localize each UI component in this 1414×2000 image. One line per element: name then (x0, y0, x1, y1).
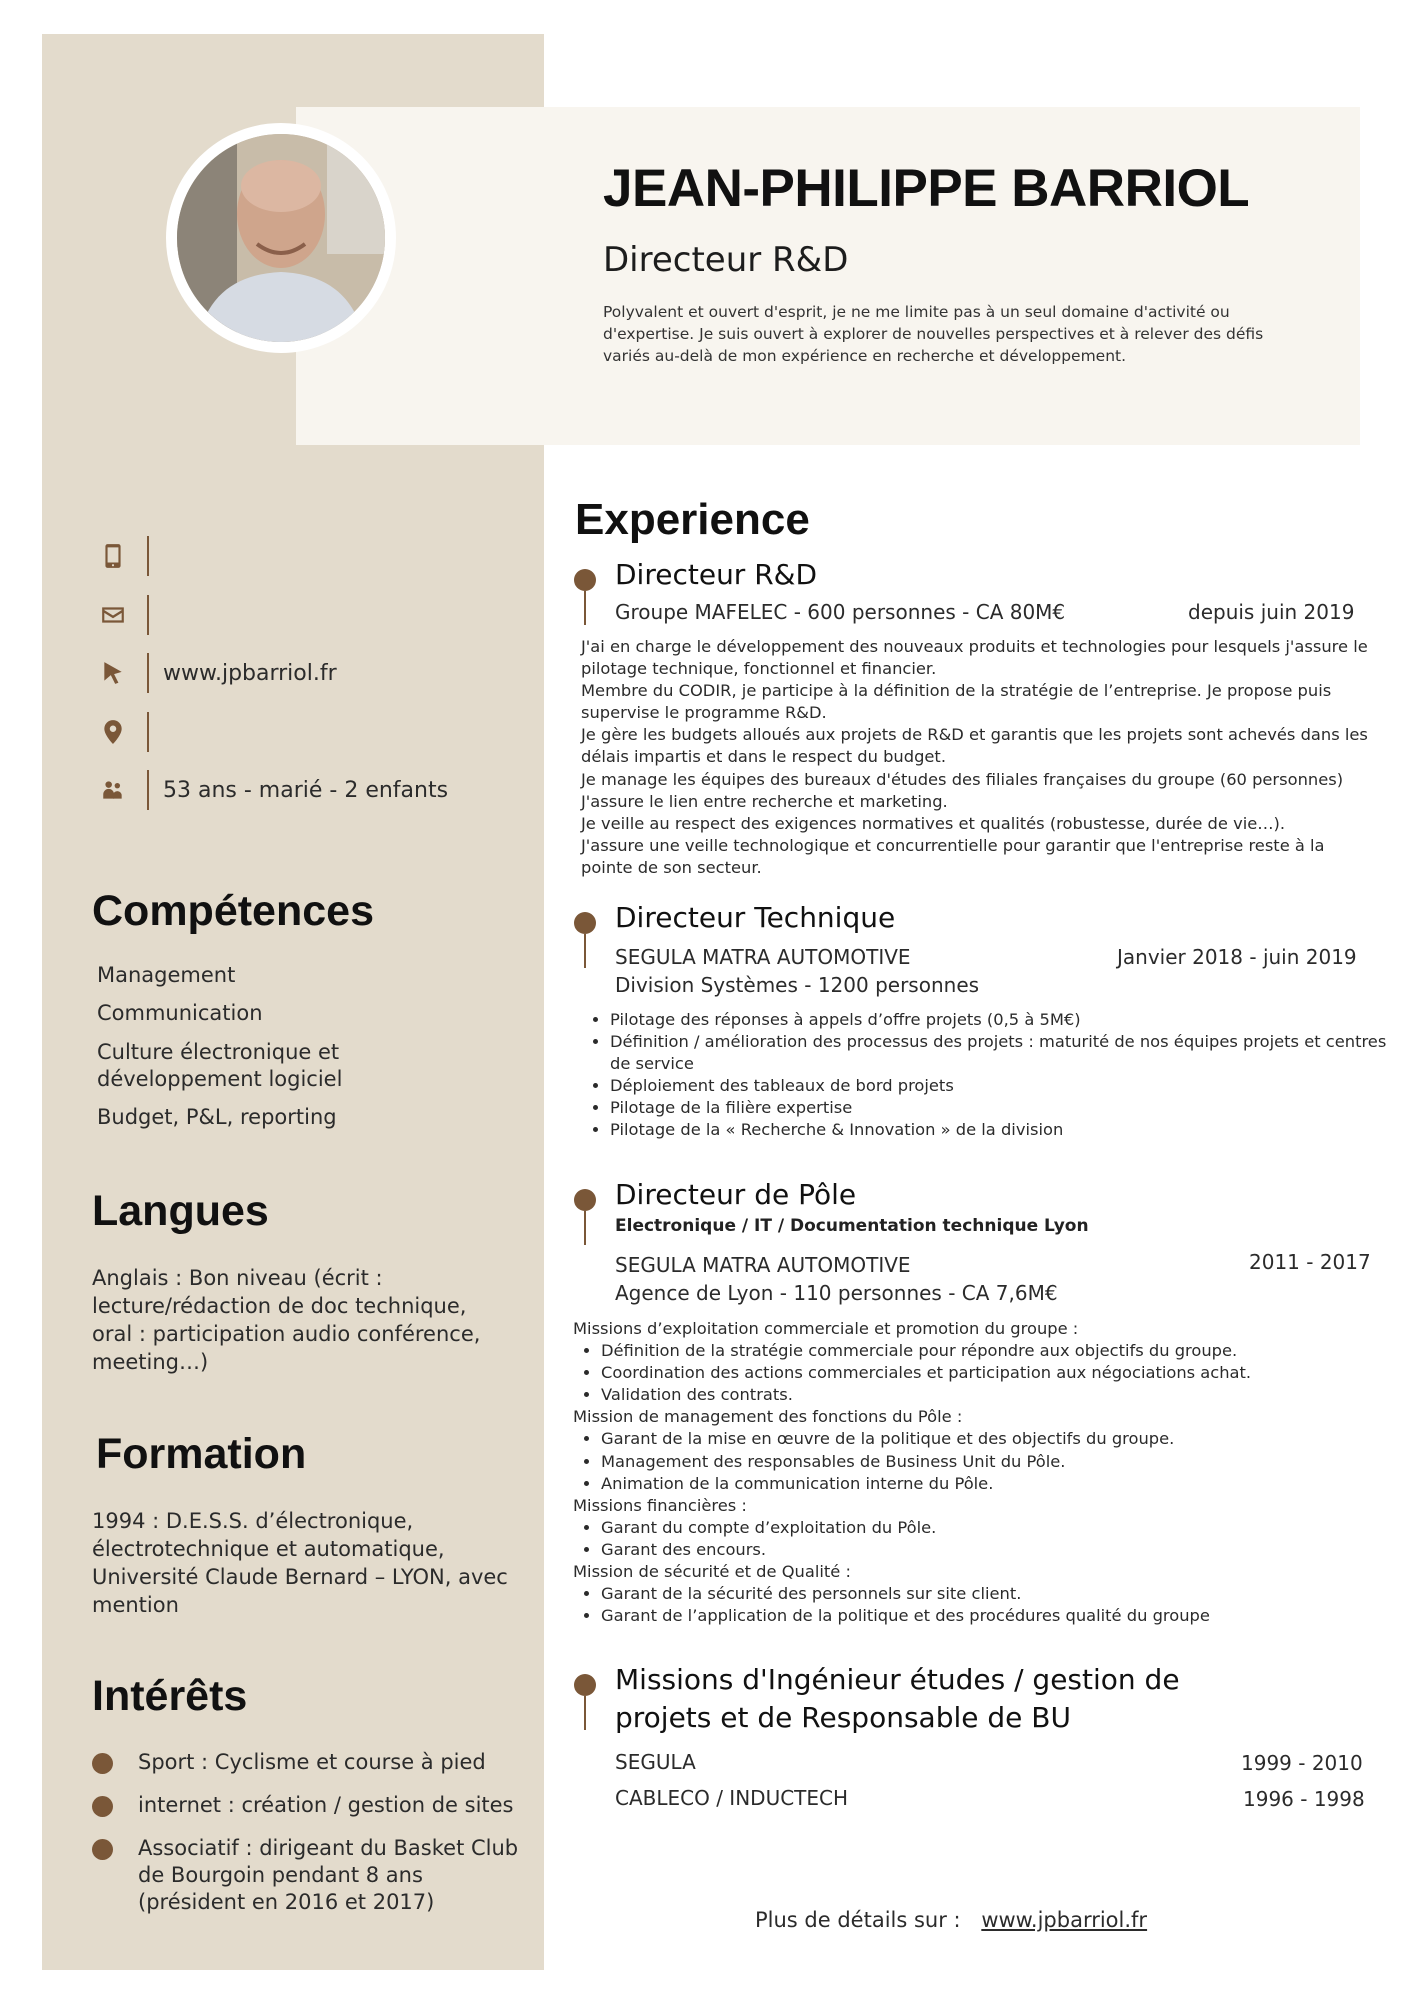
job-description-line: Je manage les équipes des bureaux d'études des filiales françaises du groupe (60 personnes) (581, 769, 1344, 789)
job-company: CABLECO / INDUCTECH (615, 1786, 849, 1810)
list-item: • Déploiement des tableaux de bord projets (610, 1075, 1400, 1097)
timeline-marker (574, 1189, 596, 1245)
languages-heading: Langues (92, 1187, 269, 1235)
contact-family (96, 769, 448, 811)
mail-icon (96, 598, 130, 632)
job-missions (573, 1318, 1363, 1627)
job-dates: Janvier 2018 - juin 2019 (1117, 945, 1357, 969)
job-description-line: J'assure le lien entre recherche et marketing. (581, 791, 948, 811)
list-item: • Pilotage des réponses à appels d’offre projets (0,5 à 5M€) (610, 1009, 1400, 1031)
bullet-dot (92, 1753, 113, 1774)
list-item: • Définition / amélioration des processus des projets : maturité de nos équipes projets et centres de service (610, 1031, 1400, 1075)
mission-label: Missions d’exploitation commerciale et promotion du groupe : (573, 1319, 1079, 1338)
list-item: • Validation des contrats. (601, 1384, 1363, 1406)
list-item: • Définition de la stratégie commerciale pour répondre aux objectifs du groupe. (601, 1340, 1363, 1362)
list-item: • Garant de la mise en œuvre de la politique et des objectifs du groupe. (601, 1428, 1363, 1450)
skills-heading: Compétences (92, 887, 374, 935)
experience-heading: Experience (575, 495, 810, 544)
candidate-title: Directeur R&D (603, 240, 849, 280)
timeline-marker (574, 569, 596, 625)
job-dates: 2011 - 2017 (1249, 1250, 1371, 1274)
job-description-line: J'ai en charge le développement des nouveaux produits et technologies pour lesquels j'assure le pilotage technique, fonctionnel et financier. (581, 637, 1368, 679)
bullet-dot (92, 1796, 113, 1817)
interest-text: internet : création / gestion de sites (138, 1793, 514, 1817)
list-item: • Pilotage de la filière expertise (610, 1097, 1400, 1119)
timeline-marker (574, 1674, 596, 1730)
job-dates: 1999 - 2010 (1241, 1751, 1363, 1775)
job-company: SEGULA MATRA AUTOMOTIVE (615, 945, 911, 969)
skill-item: Budget, P&L, reporting (97, 1105, 337, 1129)
job-title: Directeur de Pôle (615, 1178, 857, 1211)
list-item: • Garant de la sécurité des personnels sur site client. (601, 1583, 1363, 1605)
job-title-line: Missions d'Ingénieur études / gestion de (615, 1663, 1180, 1696)
interest-text: Associatif : dirigeant du Basket Club de Bourgoin pendant 8 ans (président en 2016 et 2017) (138, 1836, 519, 1914)
contact-website[interactable] (96, 652, 337, 694)
mission-label: Missions financières : (573, 1495, 747, 1515)
job-dates: depuis juin 2019 (1188, 600, 1355, 624)
mission-label: Mission de management des fonctions du Pôle : (573, 1407, 963, 1427)
list-item: • Animation de la communication interne du Pôle. (601, 1473, 1363, 1495)
portrait-image (177, 134, 385, 342)
mission-label: Mission de sécurité et de Qualité : (573, 1562, 851, 1582)
list-item: • Coordination des actions commerciales et participation aux négociations achat. (601, 1362, 1363, 1384)
languages-text: Anglais : Bon niveau (écrit : lecture/rédaction de doc technique, oral : participation audio conférence, meeting…) (92, 1266, 481, 1374)
website-link[interactable]: www.jpbarriol.fr (163, 660, 337, 686)
job-description (581, 636, 1381, 879)
interest-item (92, 1749, 532, 1776)
contact-divider (147, 595, 149, 635)
interests-heading: Intérêts (92, 1672, 248, 1720)
job-title-line: projets et de Responsable de BU (615, 1701, 1071, 1734)
job-company: Groupe MAFELEC - 600 personnes - CA 80M€ (615, 600, 1066, 624)
candidate-name: JEAN-PHILIPPE BARRIOL (603, 159, 1250, 218)
job-subtitle: Electronique / IT / Documentation technique Lyon (615, 1216, 1089, 1236)
list-item: • Garant du compte d’exploitation du Pôle. (601, 1517, 1363, 1539)
skill-item: Management (97, 963, 236, 987)
job-description-line: Je veille au respect des exigences normatives et qualités (robustesse, durée de vie…). (581, 813, 1286, 833)
list-item: • Management des responsables de Business Unit du Pôle. (601, 1451, 1363, 1473)
personal-info: 53 ans - marié - 2 enfants (163, 777, 449, 803)
interest-text: Sport : Cyclisme et course à pied (138, 1750, 486, 1774)
skill-item: Culture électronique et développement logiciel (97, 1040, 343, 1091)
profile-summary: Polyvalent et ouvert d'esprit, je ne me limite pas à un seul domaine d'activité ou d'expertise. Je suis ouvert à explorer de nouvelles perspectives et à relever des défis variés au-delà de mon expérience en recherche et développement. (603, 303, 1264, 365)
job-agency: Agence de Lyon - 110 personnes - CA 7,6M€ (615, 1281, 1058, 1305)
job-description-line: Je gère les budgets alloués aux projets de R&D et garantis que les projets sont achevés dans les délais impartis et dans le respect du budget. (581, 725, 1368, 767)
list-item: • Garant des encours. (601, 1539, 1363, 1561)
footer (755, 1908, 1147, 1932)
contact-divider (147, 770, 149, 810)
list-item: • Garant de l’application de la politique et des procédures qualité du groupe (601, 1605, 1363, 1627)
location-pin-icon (96, 715, 130, 749)
contact-divider (147, 653, 149, 693)
job-bullets (582, 1009, 1400, 1142)
job-description-line: J'assure une veille technologique et concurrentielle pour garantir que l'entreprise reste à la pointe de son secteur. (581, 835, 1325, 877)
education-heading: Formation (96, 1430, 307, 1478)
interest-item (92, 1792, 532, 1819)
job-company: SEGULA (615, 1750, 696, 1774)
bullet-dot (92, 1839, 113, 1860)
profile-photo (166, 123, 396, 353)
job-title: Directeur R&D (615, 558, 818, 591)
footer-link[interactable]: www.jpbarriol.fr (981, 1908, 1148, 1932)
job-division: Division Systèmes - 1200 personnes (615, 973, 980, 997)
timeline-marker (574, 912, 596, 968)
education-text: 1994 : D.E.S.S. d’électronique, électrotechnique et automatique, Université Claude Bernard – LYON, avec mention (92, 1509, 508, 1617)
contact-location (96, 711, 163, 753)
job-title: Directeur Technique (615, 901, 896, 934)
footer-label: Plus de détails sur : (755, 1908, 961, 1932)
job-description-line: Membre du CODIR, je participe à la définition de la stratégie de l’entreprise. Je propose puis supervise le programme R&D. (581, 681, 1332, 723)
interest-item (92, 1835, 532, 1916)
job-company: SEGULA MATRA AUTOMOTIVE (615, 1253, 911, 1277)
contact-email (96, 594, 163, 636)
contact-divider (147, 536, 149, 576)
phone-icon (96, 539, 130, 573)
cursor-icon (96, 656, 130, 690)
contact-phone (96, 535, 163, 577)
job-dates: 1996 - 1998 (1243, 1787, 1365, 1811)
skill-item: Communication (97, 1001, 263, 1025)
family-icon (96, 773, 130, 807)
contact-divider (147, 712, 149, 752)
list-item: • Pilotage de la « Recherche & Innovation » de la division (610, 1119, 1400, 1141)
